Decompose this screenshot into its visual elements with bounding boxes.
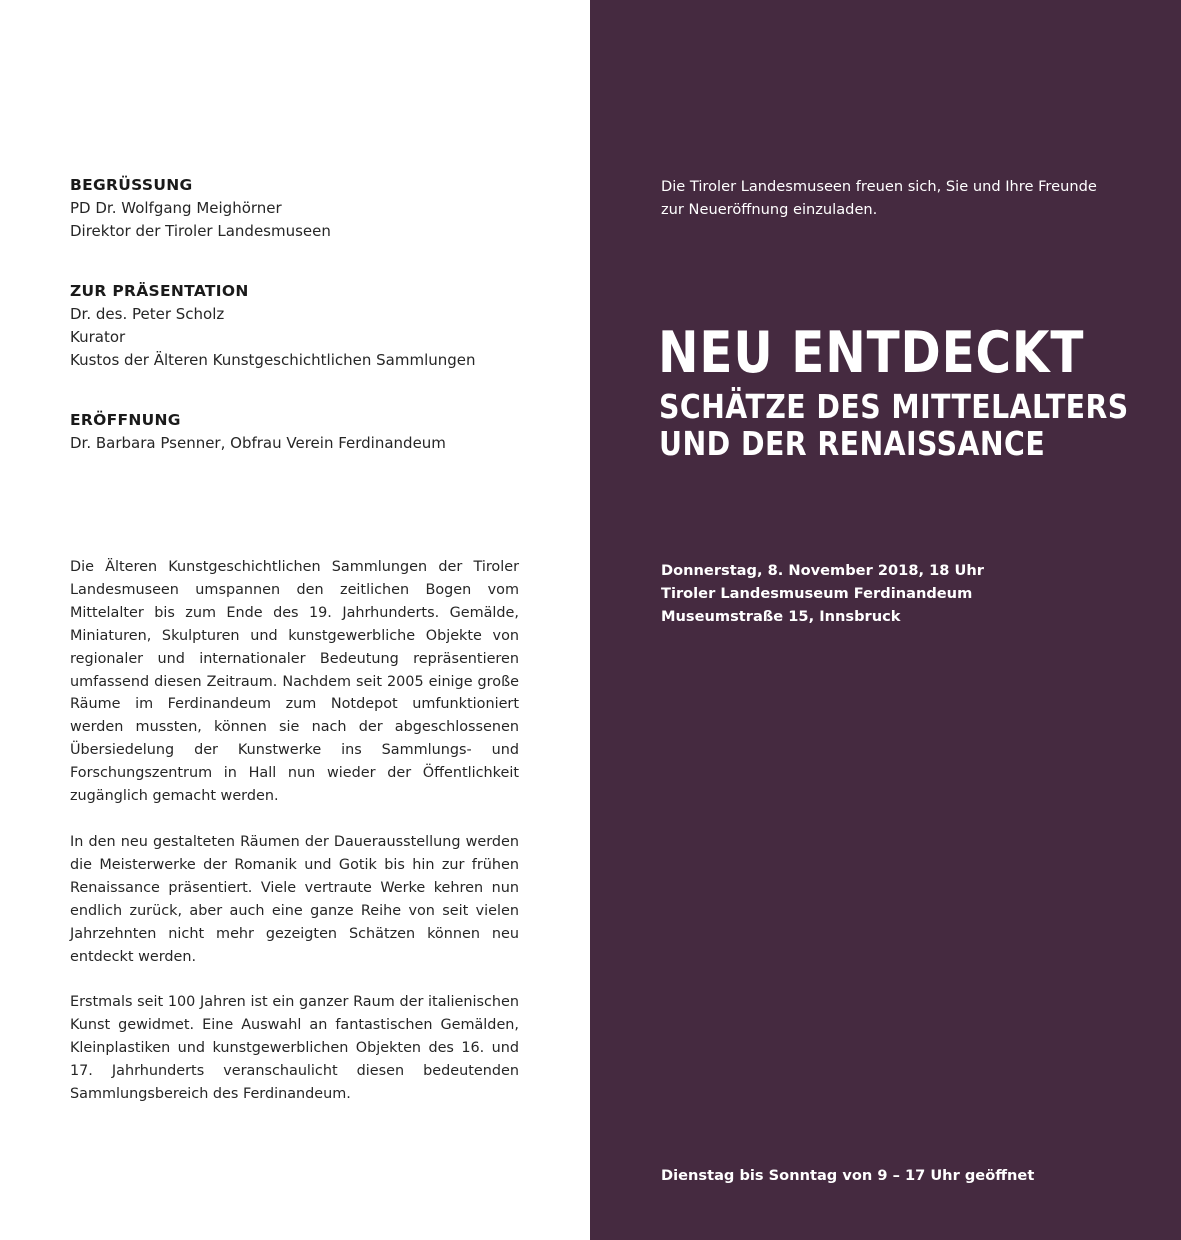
program-block-presentation bbox=[70, 280, 550, 372]
program-speaker: Dr. Barbara Psenner, Obfrau Verein Ferdinandeum bbox=[70, 434, 446, 452]
left-page bbox=[0, 0, 590, 1240]
opening-hours: Dienstag bis Sonntag von 9 – 17 Uhr geöffnet bbox=[661, 1167, 1035, 1184]
description-paragraph: In den neu gestalteten Räumen der Dauerausstellung werden die Meisterwerke der Romanik und Gotik bis hin zur frühen Renaissance präsentiert. Viele vertraute Werke kehren nun endlich zurück, aber auch eine ganze Reihe von seit vielen Jahrzehnten nicht mehr gezeigten Schätzen können neu entdeckt werden. bbox=[70, 833, 519, 965]
invitation-line: zur Neueröffnung einzuladen. bbox=[661, 201, 878, 218]
program-speaker-role: Direktor der Tiroler Landesmuseen bbox=[70, 222, 331, 240]
program-block-opening bbox=[70, 409, 550, 455]
event-date: Donnerstag, 8. November 2018, 18 Uhr bbox=[661, 562, 984, 579]
program-speaker: PD Dr. Wolfgang Meighörner bbox=[70, 199, 282, 217]
program-section bbox=[70, 174, 550, 492]
program-heading: ERÖFFNUNG bbox=[70, 411, 181, 429]
program-speaker-role: Kurator bbox=[70, 328, 126, 346]
subtitle-line: SCHÄTZE DES MITTELALTERS bbox=[659, 387, 1129, 426]
event-venue: Tiroler Landesmuseum Ferdinandeum bbox=[661, 585, 973, 602]
description-paragraph: Die Älteren Kunstgeschichtlichen Sammlungen der Tiroler Landesmuseen umspannen den zeitlichen Bogen vom Mittelalter bis zum Ende des 19. Jahrhunderts. Gemälde, Miniaturen, Skulpturen und kunstgewerbliche Objekte von regionaler und internationaler Bedeutung repräsentieren umfassend diesen Zeitraum. Nachdem seit 2005 einige große Räume im Ferdinandeum zum Notdepot umfunktioniert werden mussten, können sie nach der abgeschlossenen Übersiedelung der Kunstwerke ins Sammlungs- und Forschungszentrum in Hall nun wieder der Öffentlichkeit zugänglich gemacht werden. bbox=[70, 559, 519, 805]
subtitle-line: UND DER RENAISSANCE bbox=[659, 424, 1046, 463]
description-paragraph: Erstmals seit 100 Jahren ist ein ganzer Raum der italienischen Kunst gewidmet. Eine Auswahl an fantastischen Gemälden, Kleinplastiken und kunstgewerblichen Objekten des 16. und 17. Jahrhunderts veranschaulicht diesen bedeutenden Sammlungsbereich des Ferdinandeum. bbox=[70, 994, 519, 1103]
event-address: Museumstraße 15, Innsbruck bbox=[661, 608, 901, 625]
invitation-text bbox=[661, 175, 1131, 221]
program-heading: BEGRÜSSUNG bbox=[70, 176, 193, 194]
program-speaker-role: Kustos der Älteren Kunstgeschichtlichen Sammlungen bbox=[70, 351, 476, 369]
exhibition-subtitle bbox=[659, 388, 1129, 462]
invitation-line: Die Tiroler Landesmuseen freuen sich, Sie und Ihre Freunde bbox=[661, 178, 1097, 195]
event-details bbox=[661, 559, 984, 628]
program-heading: ZUR PRÄSENTATION bbox=[70, 282, 249, 300]
program-block-welcome bbox=[70, 174, 550, 243]
right-page bbox=[590, 0, 1181, 1240]
exhibition-title: NEU ENTDECKT bbox=[658, 320, 1085, 386]
program-speaker: Dr. des. Peter Scholz bbox=[70, 305, 225, 323]
exhibition-description bbox=[70, 556, 519, 1129]
